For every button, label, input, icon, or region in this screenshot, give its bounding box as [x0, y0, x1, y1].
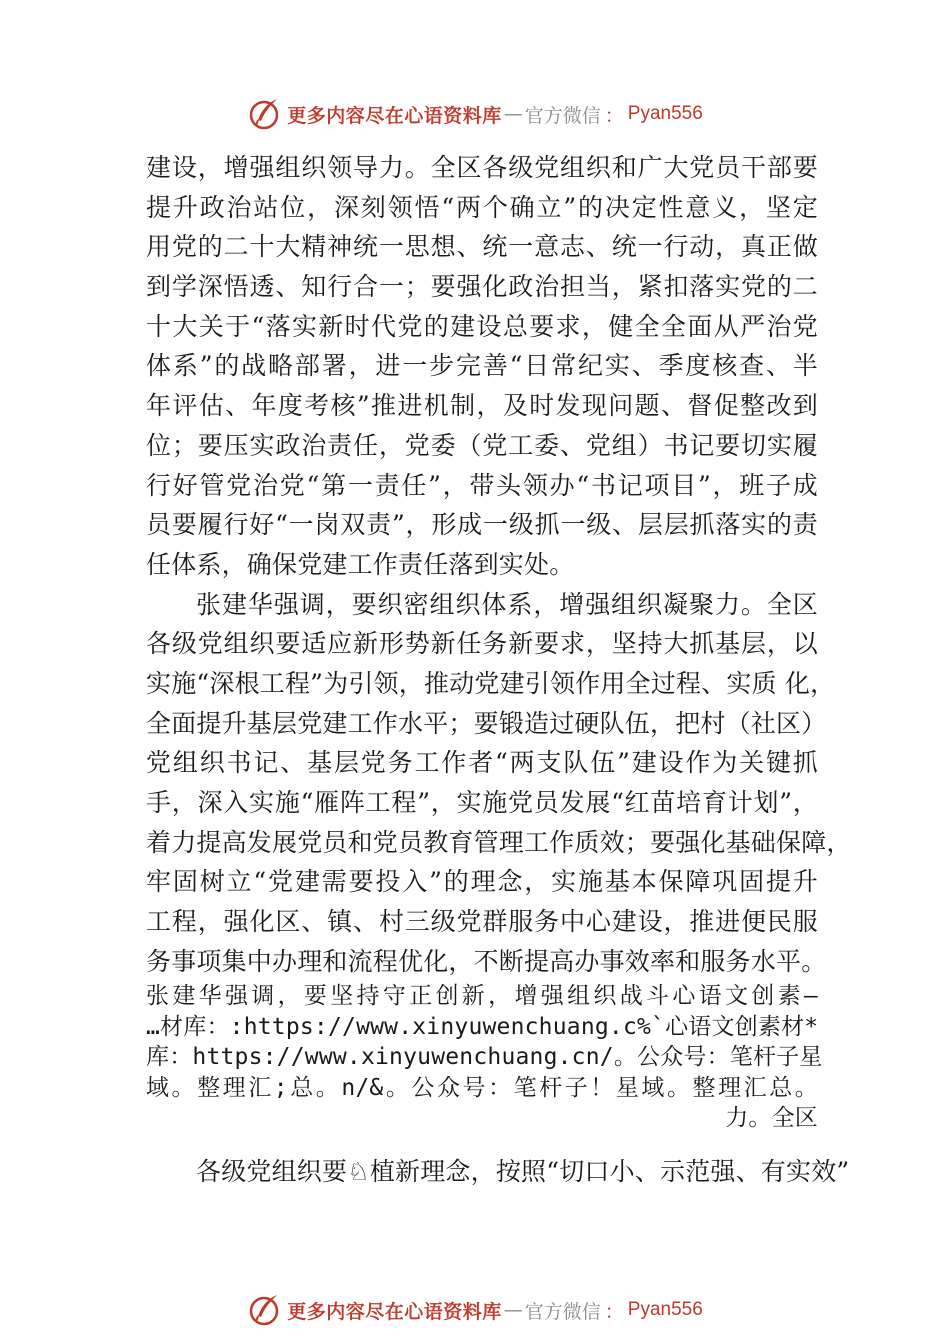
text-line: 域。整理汇;总。n/&。公众号：笔杆子！星域。整理汇总。: [146, 1074, 818, 1101]
text-line: 建设，增强组织领导力。全区各级党组织和广大党员干部要: [146, 153, 818, 182]
text-line: 到学深悟透、知行合一；要强化政治担当，紧扣落实党的二: [146, 272, 818, 302]
garbled-watermark-block: [146, 981, 823, 1134]
text-line: 各级党组织要♘植新理念，按照“切口小、示范强、有实效”: [196, 1157, 850, 1186]
text-line: 张建华强调，要织密组织体系，增强组织凝聚力。全区: [196, 589, 818, 619]
text-line: 员要履行好“一岗双责”，形成一级抓一级、层层抓落实的责: [146, 510, 818, 540]
paragraph-2: [146, 585, 852, 982]
text-line: 张建华强调，要坚持守正创新，增强组织战斗心语文创素—: [146, 983, 818, 1010]
text-line: 任体系，确保党建工作责任落到实处。: [146, 549, 575, 579]
library-brand-text: 更多内容尽在心语资料库: [287, 1300, 502, 1323]
banner-dash: —: [503, 1299, 523, 1321]
text-line-right: 力。全区: [725, 1105, 818, 1132]
footer-banner: [0, 1290, 950, 1330]
header-banner: [0, 94, 950, 134]
banner-colon: ：: [604, 1300, 624, 1323]
library-brand-text: 更多内容尽在心语资料库: [287, 104, 502, 127]
text-line: 着力提高发展党员和党员教育管理工作质效；要强化基础保障，: [146, 827, 852, 857]
paragraph-1: [146, 148, 818, 585]
text-line: 实施“深根工程”为引领，推动党建引领作用全过程、实质 化，: [146, 668, 836, 698]
continuation-line: [196, 1152, 850, 1192]
text-line: 位；要压实政治责任，党委（党工委、党组）书记要切实履: [146, 430, 818, 460]
text-line: 务事项集中办理和流程优化，不断提高办事效率和服务水平。: [146, 946, 827, 976]
text-line: 牢固树立“党建需要投入”的理念，实施基本保障巩固提升: [146, 867, 818, 897]
document-body: [146, 148, 852, 1134]
text-line: 提升政治站位，深刻领悟“两个确立”的决定性意义，坚定: [146, 192, 818, 222]
wechat-label: 官方微信: [524, 1300, 601, 1323]
wechat-id: Pyan556: [627, 103, 703, 124]
text-line: 体系”的战略部署，进一步完善“日常纪实、季度核查、半: [146, 351, 818, 381]
wechat-label: 官方微信: [524, 104, 601, 127]
text-line: 手，深入实施“雁阵工程”，实施党员发展“红苗培育计划”，: [146, 788, 818, 817]
text-line: 用党的二十大精神统一思想、统一意志、统一行动，真正做: [146, 232, 818, 262]
quill-pen-logo-icon: [247, 96, 283, 132]
text-line: 全面提升基层党建工作水平；要锻造过硬队伍，把村（社区）: [146, 708, 827, 738]
text-line: …材库：:https://www.xinyuwenchuang.c%`心语文创素材*: [146, 1013, 819, 1040]
text-line: 年评估、年度考核”推进机制，及时发现问题、督促整改到: [146, 391, 818, 421]
text-line: 库：https://www.xinyuwenchuang.cn/。公众号：笔杆子星: [146, 1044, 823, 1071]
banner-colon: ：: [604, 104, 624, 127]
text-line: 工程，强化区、镇、村三级党群服务中心建设，推进便民服: [146, 907, 818, 937]
text-line: 党组织书记、基层党务工作者“两支队伍”建设作为关键抓: [146, 748, 818, 778]
banner-dash: —: [503, 103, 523, 125]
quill-pen-logo-icon: [247, 1292, 283, 1328]
wechat-id: Pyan556: [627, 1299, 703, 1320]
text-line: 各级党组织要适应新形势新任务新要求，坚持大抓基层，以: [146, 629, 818, 659]
text-line: 十大关于“落实新时代党的建设总要求，健全全面从严治党: [146, 311, 818, 341]
text-line: 行好管党治党“第一责任”，带头领办“书记项目”，班子成: [146, 470, 818, 500]
